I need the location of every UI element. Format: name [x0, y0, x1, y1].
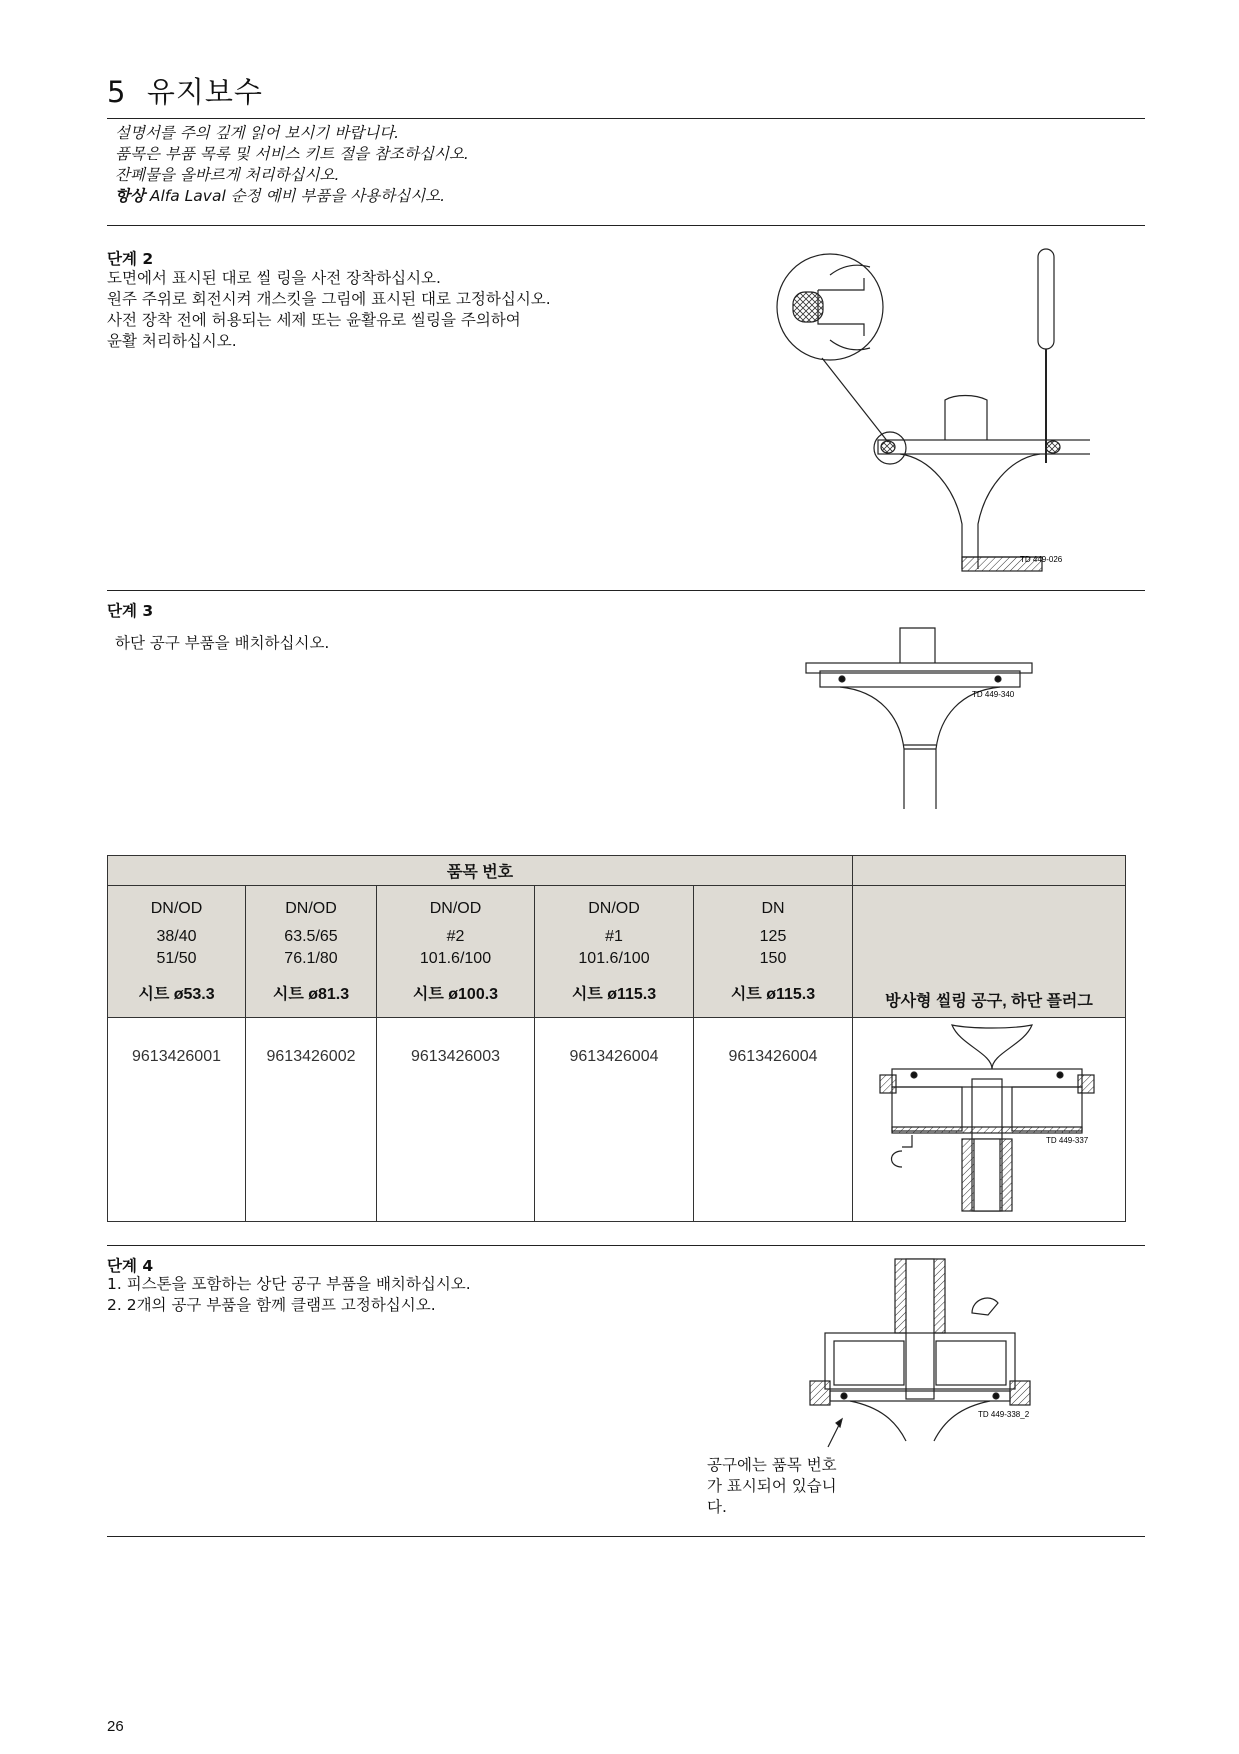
col5-type: DN [761, 899, 785, 917]
intro-rule [107, 225, 1145, 226]
tool-figure-cell [853, 1018, 1126, 1222]
col5-size1: 125 [759, 927, 787, 945]
intro-line-2: 품목은 부품 목록 및 서비스 키트 절을 참조하십시오. [115, 145, 469, 163]
section-title-text: 유지보수 [146, 75, 263, 109]
page-number: 26 [107, 1718, 124, 1735]
step2-line-2: 원주 주위로 회전시켜 개스킷을 그림에 표시된 대로 고정하십시오. [107, 290, 551, 308]
col5-size2: 150 [759, 949, 787, 967]
intro-line-4-rest: Alfa Laval 순정 예비 부품을 사용하십시오. [144, 187, 446, 205]
step4-figure-code: TD 449-338_2 [978, 1410, 1030, 1419]
step2-figure [770, 245, 1090, 575]
table-row [108, 1018, 1126, 1222]
tool-figure-code: TD 449-337 [1046, 1136, 1089, 1145]
parts-table [107, 855, 1126, 1222]
col3-size2: 101.6/100 [419, 949, 492, 967]
step4-note-line-2: 가 표시되어 있습니 [707, 1477, 837, 1495]
col2-size1: 63.5/65 [284, 927, 338, 945]
step2-line-3: 사전 장착 전에 허용되는 세제 또는 윤활유로 씰링을 주의하여 [107, 311, 521, 329]
intro-line-1: 설명서를 주의 깊게 읽어 보시기 바랍니다. [115, 124, 400, 142]
step2-rule [107, 590, 1145, 591]
col2-size2: 76.1/80 [284, 949, 338, 967]
intro-line-3: 잔폐물을 올바르게 처리하십시오. [115, 166, 340, 184]
step3-heading: 단계 3 [107, 602, 154, 620]
col2-seat: 시트 ø81.3 [272, 985, 350, 1003]
col5-seat: 시트 ø115.3 [730, 985, 816, 1003]
step4-line-2: 2. 2개의 공구 부품을 함께 클램프 고정하십시오. [107, 1296, 436, 1314]
col1-size1: 38/40 [156, 927, 197, 945]
intro-notes [115, 123, 469, 207]
step4-figure [800, 1255, 1060, 1455]
step4-note [707, 1455, 837, 1518]
table-bottom-rule [107, 1245, 1145, 1246]
col4-type: DN/OD [588, 899, 640, 917]
col3-seat: 시트 ø100.3 [412, 985, 499, 1003]
table-header-empty [853, 856, 1126, 886]
column-header-1 [108, 886, 246, 1018]
section-title [107, 70, 263, 111]
step4-heading: 단계 4 [107, 1257, 154, 1275]
col1-size2: 51/50 [156, 949, 197, 967]
step4-note-line-1: 공구에는 품목 번호 [707, 1456, 837, 1474]
table-header-row [108, 856, 1126, 886]
step3-text: 하단 공구 부품을 배치하십시오. [115, 634, 330, 652]
step2-figure-code: TD 449-026 [1020, 555, 1063, 564]
part-number-3: 9613426003 [377, 1018, 535, 1222]
col4-size1: #1 [605, 927, 623, 945]
step4-text [107, 1274, 471, 1316]
tool-figure [864, 1019, 1114, 1215]
table-header-title: 품목 번호 [108, 856, 853, 886]
col3-size1: #2 [446, 927, 465, 945]
part-number-1: 9613426001 [108, 1018, 246, 1222]
table-sub-header-row [108, 886, 1126, 1018]
part-number-5: 9613426004 [694, 1018, 853, 1222]
col3-type: DN/OD [429, 899, 482, 917]
col4-seat: 시트 ø115.3 [571, 985, 657, 1003]
step3-figure [800, 625, 1040, 815]
col2-type: DN/OD [285, 899, 337, 917]
step2-heading: 단계 2 [107, 250, 154, 268]
col1-type: DN/OD [150, 899, 203, 917]
column-header-3 [377, 886, 535, 1018]
step2-line-1: 도면에서 표시된 대로 씰 링을 사전 장착하십시오. [107, 269, 441, 287]
step4-note-line-3: 다. [707, 1498, 727, 1516]
step4-rule [107, 1536, 1145, 1537]
step3-figure-code: TD 449-340 [972, 690, 1015, 699]
header-rule [107, 118, 1145, 119]
column-header-5 [694, 886, 853, 1018]
section-number: 5 [107, 75, 127, 109]
step2-line-4: 윤활 처리하십시오. [107, 332, 237, 350]
part-number-2: 9613426002 [246, 1018, 377, 1222]
step2-text [107, 268, 551, 352]
part-number-4: 9613426004 [535, 1018, 694, 1222]
intro-always: 항상 [115, 187, 145, 205]
column-header-4 [535, 886, 694, 1018]
intro-line-4 [115, 186, 469, 207]
tool-label: 방사형 씰링 공구, 하단 플러그 [853, 886, 1126, 1018]
col4-size2: 101.6/100 [578, 949, 650, 967]
step4-line-1: 1. 피스톤을 포함하는 상단 공구 부품을 배치하십시오. [107, 1275, 471, 1293]
col1-seat: 시트 ø53.3 [138, 985, 215, 1003]
column-header-2 [246, 886, 377, 1018]
